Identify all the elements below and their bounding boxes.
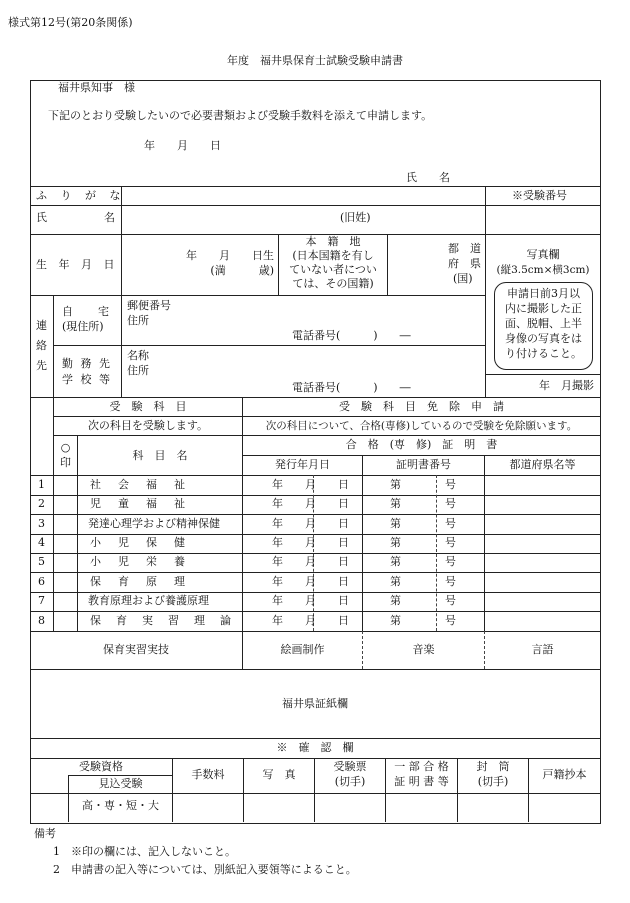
prefecture-label-1: 都 道 <box>448 242 481 255</box>
practical-option-drawing[interactable]: 絵画制作 <box>280 643 325 656</box>
issue-date[interactable]: 年 月 日 <box>272 497 349 510</box>
org-name-label[interactable]: 名称 <box>127 349 149 362</box>
row-number: 5 <box>38 555 45 568</box>
contact-label-2: 絡 <box>36 339 47 352</box>
mark-column-header-1: ○ <box>60 441 71 454</box>
work-address-label[interactable]: 住所 <box>127 364 149 377</box>
work-phone-label[interactable]: 電話番号( ) ― <box>292 381 411 394</box>
school-type-options[interactable]: 高・専・短・大 <box>82 799 159 812</box>
issue-date[interactable]: 年 月 日 <box>272 555 349 568</box>
certificate-number[interactable]: 第 号 <box>390 517 456 530</box>
issue-date[interactable]: 年 月 日 <box>272 575 349 588</box>
subject-name: 児 童 福 祉 <box>90 497 188 510</box>
subject-name: 保 育 原 理 <box>90 575 188 588</box>
issue-date[interactable]: 年 月 日 <box>272 517 349 530</box>
home-sub-label: (現住所) <box>62 320 104 333</box>
issue-date[interactable]: 年 月 日 <box>272 478 349 491</box>
photo-title: 写真欄 <box>526 248 560 261</box>
applicant-name-label: 氏 名 <box>406 171 450 184</box>
exam-voucher-sub: (切手) <box>334 775 366 788</box>
certificate-number[interactable]: 第 号 <box>390 555 456 568</box>
work-sub-label: 学 校 等 <box>62 373 112 386</box>
subject-name: 保 育 実 習 理 論 <box>90 614 233 627</box>
issue-date[interactable]: 年 月 日 <box>272 614 349 627</box>
form-number: 様式第12号(第20条関係) <box>8 16 133 29</box>
prefecture-label-2: 府 県 <box>448 257 481 270</box>
work-label: 勤 務 先 <box>62 357 112 370</box>
honseki-note-1: (日本国籍を有し <box>292 249 374 262</box>
photo-note-4: 身像の写真をは <box>505 332 582 345</box>
name-input[interactable] <box>122 206 332 233</box>
home-phone-label[interactable]: 電話番号( ) ― <box>292 329 411 342</box>
row-mark-cell[interactable] <box>54 515 77 533</box>
honseki-input[interactable] <box>388 235 444 294</box>
certificate-number[interactable]: 第 号 <box>390 575 456 588</box>
envelope-label: 封 筒 <box>476 760 510 773</box>
photo-note-3: 面、脱帽、上半 <box>505 317 582 330</box>
row-number: 4 <box>38 536 45 549</box>
subject-name: 教育原理および養護原理 <box>88 594 209 607</box>
furigana-label: ふ り が な <box>36 189 126 202</box>
row-mark-cell[interactable] <box>54 476 77 494</box>
exemption-note: 次の科目について、合格(専修)しているので受験を免除願います。 <box>265 420 578 432</box>
photo-check-label: 写 真 <box>262 768 296 781</box>
photo-note-2: 内に撮影した正 <box>505 302 582 315</box>
exam-voucher-label: 受験票 <box>333 760 367 773</box>
row-mark-cell[interactable] <box>54 496 77 514</box>
photo-date[interactable]: 年 月撮影 <box>539 379 594 392</box>
honseki-note-2: ていない者につい <box>289 263 377 276</box>
honseki-title: 本 籍 地 <box>305 235 361 248</box>
birth-date[interactable]: 年 月 日生 <box>186 249 274 262</box>
issue-date[interactable]: 年 月 日 <box>272 536 349 549</box>
subject-name: 小 児 栄 養 <box>90 555 188 568</box>
photo-size: (縦3.5cm×横3cm) <box>496 264 590 276</box>
exam-number-input <box>486 206 599 233</box>
revenue-stamp-label: 福井県証紙欄 <box>282 697 348 710</box>
issue-date-header: 発行年月日 <box>275 458 330 471</box>
certificate-number[interactable]: 第 号 <box>390 497 456 510</box>
row-number: 8 <box>38 614 45 627</box>
photo-note-1: 申請日前3月以 <box>507 287 580 300</box>
note-item-1: 1 ※印の欄には、記入しないこと。 <box>53 845 236 858</box>
furigana-input[interactable] <box>122 187 484 204</box>
row-number: 2 <box>38 497 45 510</box>
name-label: 氏 <box>36 211 47 224</box>
subject-name: 小 児 保 健 <box>90 536 188 549</box>
notes-title: 備考 <box>34 827 56 840</box>
fee-label: 手数料 <box>191 768 225 781</box>
former-name-label: (旧姓) <box>340 211 371 224</box>
confirmation-title: ※ 確 認 欄 <box>276 741 354 754</box>
subject-name: 発達心理学および精神保健 <box>88 517 220 530</box>
certificate-number[interactable]: 第 号 <box>390 536 456 549</box>
row-number: 1 <box>38 478 45 491</box>
row-mark-cell[interactable] <box>54 535 77 553</box>
exam-note: 次の科目を受験します。 <box>87 419 209 432</box>
note-item-2: 2 申請書の記入等については、別紙記入要領等によること。 <box>53 863 357 876</box>
contact-label-1: 連 <box>36 319 47 332</box>
row-mark-cell[interactable] <box>54 612 77 630</box>
row-number: 7 <box>38 594 45 607</box>
practical-option-music[interactable]: 音楽 <box>412 643 435 656</box>
mark-column-header-2: 印 <box>60 456 71 469</box>
contact-label-3: 先 <box>36 359 47 372</box>
certificate-number-header: 証明書番号 <box>396 458 451 471</box>
certificate-number[interactable]: 第 号 <box>390 614 456 627</box>
birth-age[interactable]: (満 歳) <box>210 264 274 277</box>
application-date[interactable]: 年 月 日 <box>144 139 221 152</box>
practical-skills-label: 保育実習実技 <box>103 643 169 656</box>
row-number: 3 <box>38 517 45 530</box>
application-statement: 下記のとおり受験したいので必要書類および受験手数料を添えて申請します。 <box>48 109 433 122</box>
expected-exam-label: 見込受験 <box>98 777 143 790</box>
home-label: 自 宅 <box>62 305 110 318</box>
envelope-sub: (切手) <box>477 775 509 788</box>
addressee: 福井県知事 様 <box>58 81 135 94</box>
exam-number-label: ※受験番号 <box>512 189 567 202</box>
qualification-label: 受験資格 <box>79 760 123 773</box>
form-title: 年度 福井県保育士試験受験申請書 <box>227 54 403 67</box>
row-mark-cell[interactable] <box>54 593 77 611</box>
exam-subjects-header: 受 験 科 目 <box>109 400 187 413</box>
practical-option-language[interactable]: 言語 <box>531 643 554 656</box>
partial-pass-label: 一 部 合 格 <box>394 760 449 773</box>
subject-name-header: 科 目 名 <box>132 449 188 462</box>
certificate-number[interactable]: 第 号 <box>390 594 456 607</box>
photo-note-5: り付けること。 <box>505 347 582 360</box>
row-mark-cell[interactable] <box>54 573 77 591</box>
row-number: 6 <box>38 575 45 588</box>
name-label-2: 名 <box>104 211 115 224</box>
subject-name: 社 会 福 祉 <box>90 478 188 491</box>
honseki-note-3: ては、その国籍) <box>292 277 374 290</box>
family-register-label: 戸籍抄本 <box>542 768 587 781</box>
certificate-number[interactable]: 第 号 <box>390 478 456 491</box>
exemption-header: 受 験 科 目 免 除 申 請 <box>339 400 504 413</box>
prefecture-name-header: 都道府県名等 <box>509 458 576 471</box>
birth-label: 生 年 月 日 <box>36 258 119 271</box>
home-address-label[interactable]: 住所 <box>127 314 149 327</box>
partial-pass-sub: 証 明 書 等 <box>394 775 449 788</box>
prefecture-label-3: (国) <box>453 272 473 285</box>
row-mark-cell[interactable] <box>54 554 77 572</box>
certificate-header: 合 格 (専 修) 証 明 書 <box>345 438 498 451</box>
postal-code-label[interactable]: 郵便番号 <box>127 299 171 312</box>
issue-date[interactable]: 年 月 日 <box>272 594 349 607</box>
